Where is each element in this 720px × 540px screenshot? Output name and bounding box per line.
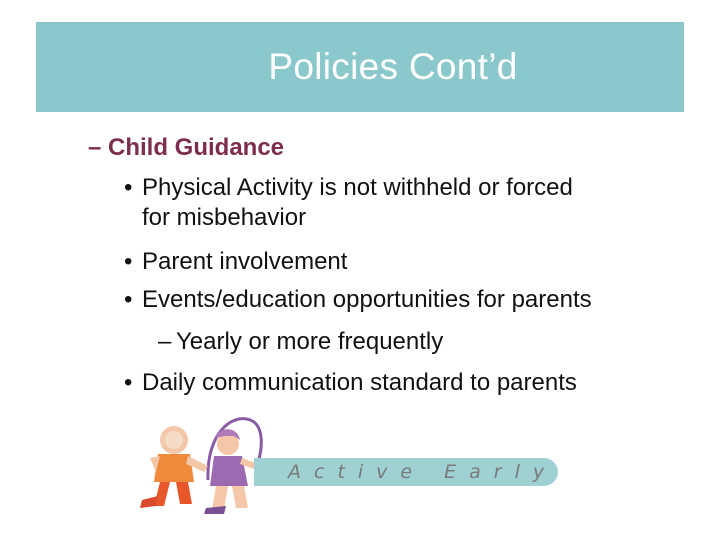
bullet-marker: • bbox=[124, 174, 133, 201]
bullet-item bbox=[124, 173, 573, 203]
bullet-continuation bbox=[142, 203, 306, 233]
sub-bullet-marker: – bbox=[158, 328, 172, 355]
bullet-text: for misbehavior bbox=[142, 204, 307, 231]
logo-text: Active Early bbox=[288, 461, 558, 483]
bullet-text: Parent involvement bbox=[142, 248, 348, 275]
bullet-marker: • bbox=[124, 248, 133, 275]
bullet-item bbox=[124, 368, 577, 398]
bullet-marker: • bbox=[124, 369, 133, 396]
bullet-marker: • bbox=[124, 286, 133, 313]
slide-title: Policies Cont’d bbox=[268, 46, 518, 87]
sub-bullet-item bbox=[158, 327, 443, 357]
section-heading: – Child Guidance bbox=[88, 134, 285, 161]
bullet-text: Yearly or more frequently bbox=[176, 328, 444, 355]
bullet-text: Physical Activity is not withheld or forced bbox=[142, 174, 573, 201]
title-bar bbox=[36, 22, 684, 112]
bullet-item bbox=[124, 285, 592, 315]
bullet-text: Daily communication standard to parents bbox=[142, 369, 577, 396]
bullet-item bbox=[124, 247, 347, 277]
bullet-text: Events/education opportunities for parents bbox=[142, 286, 592, 313]
active-early-logo bbox=[136, 410, 560, 515]
logo-banner bbox=[254, 458, 558, 486]
